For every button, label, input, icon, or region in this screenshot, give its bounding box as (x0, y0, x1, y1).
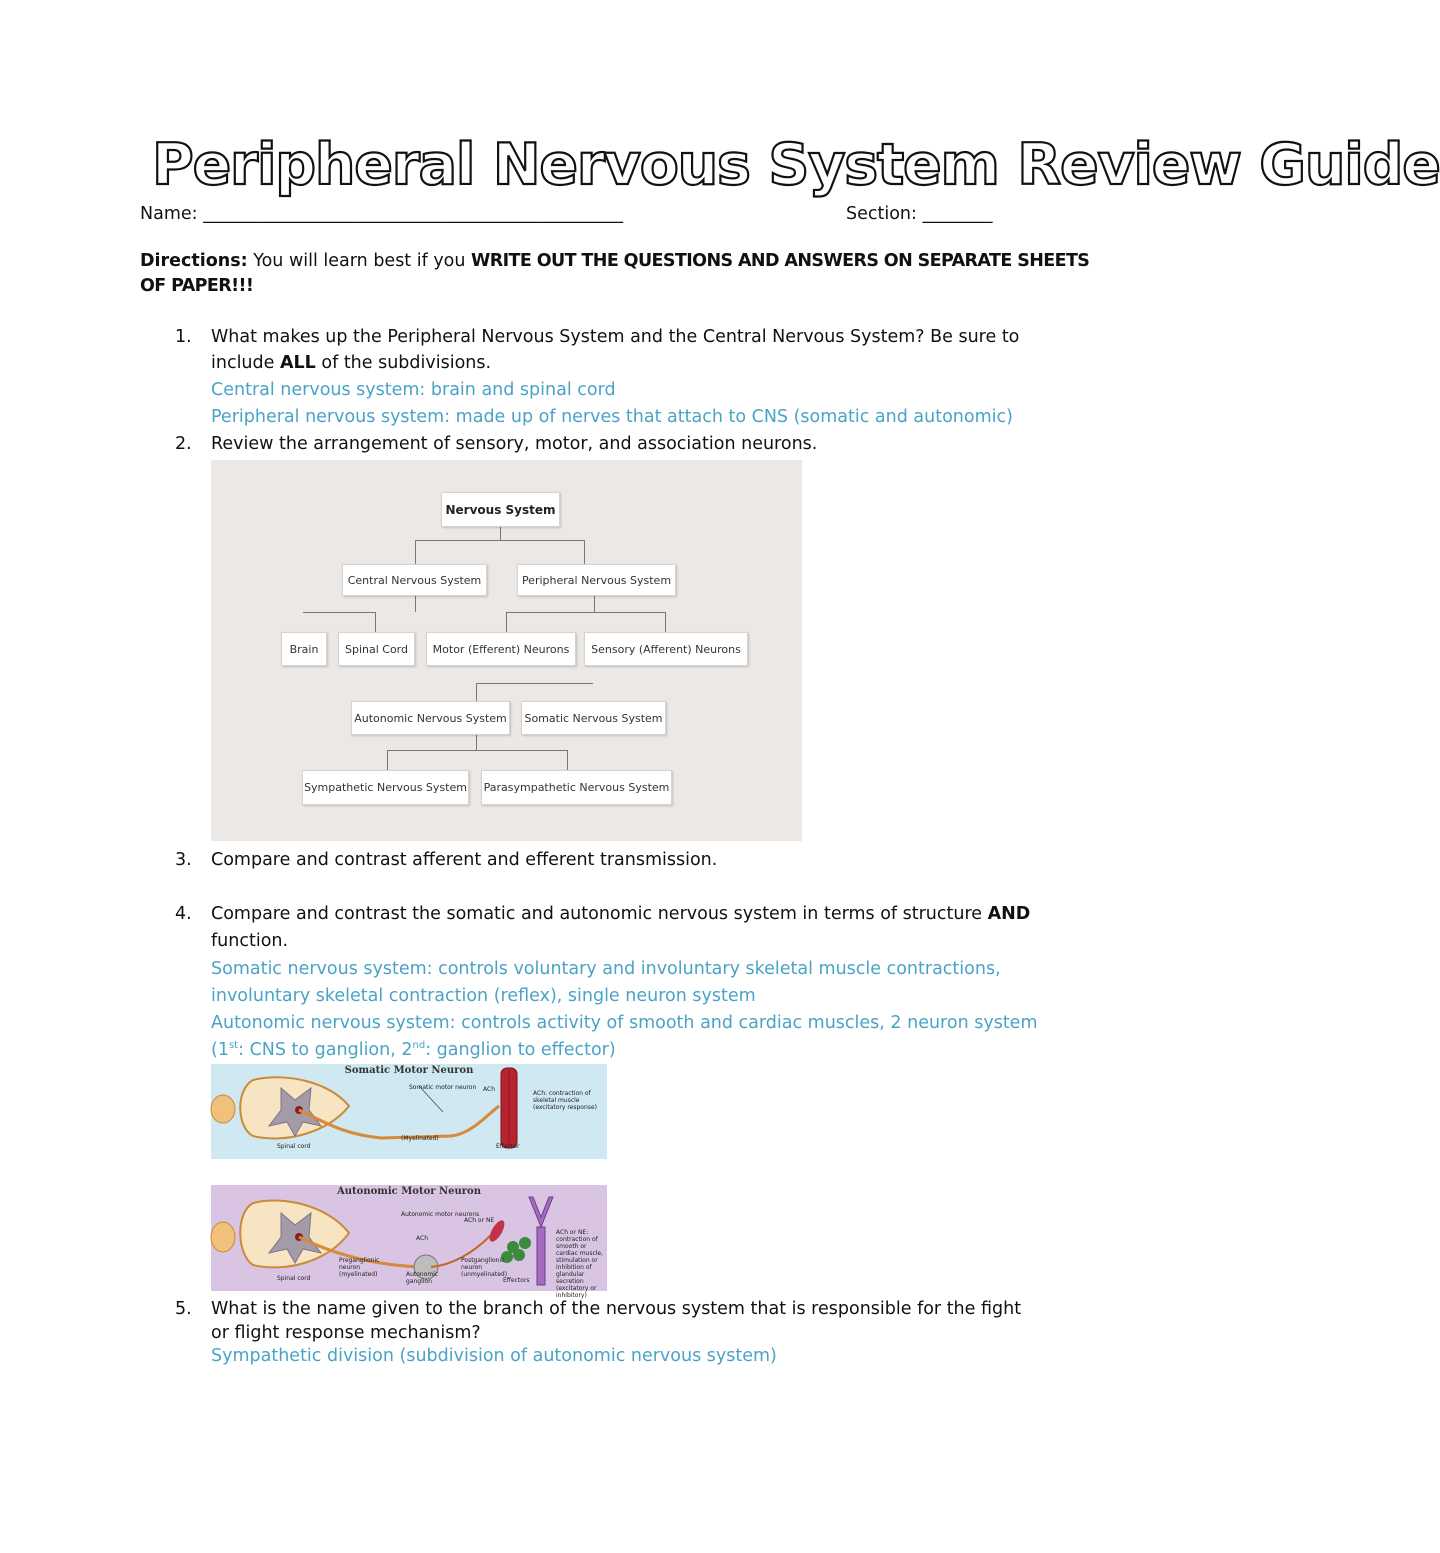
label-myelinated: (Myelinated) (401, 1135, 439, 1142)
connector-line (476, 683, 593, 684)
node-spinal-cord: Spinal Cord (338, 632, 415, 666)
connector-line (303, 612, 376, 613)
label-autonomic-neurons: Autonomic motor neurons (401, 1211, 480, 1218)
node-somatic-nervous-system: Somatic Nervous System (521, 701, 666, 735)
label-preganglionic: Preganglionic neuron (myelinated) (339, 1257, 380, 1278)
question-number: 2. (175, 434, 192, 454)
connector-line (476, 733, 477, 750)
connector-line (567, 750, 568, 770)
section-field-label: Section: ________ (846, 204, 993, 224)
answer-4-line-3: Autonomic nervous system: controls activity of smooth and cardiac muscles, 2 neuron system (211, 1013, 1038, 1033)
name-field-label: Name: ________________________________________________ (140, 204, 624, 224)
figure-title: Autonomic Motor Neuron (337, 1186, 481, 1197)
directions-label: Directions: (140, 251, 248, 271)
question-1-line-2 (211, 353, 491, 373)
question-4-line-1 (211, 904, 1030, 924)
question-1-emphasis: ALL (279, 353, 316, 373)
node-sympathetic-nervous-system: Sympathetic Nervous System (302, 770, 469, 805)
label-effect: ACh or NE: contraction of smooth or cardiac muscle, stimulation or inhibition of glandular secretion (excitatory or inhibitory) (556, 1229, 604, 1299)
connector-line (375, 612, 376, 632)
somatic-motor-neuron-figure (211, 1064, 607, 1159)
connector-line (584, 540, 585, 564)
answer-4-line-2: involuntary skeletal contraction (reflex), single neuron system (211, 986, 756, 1006)
label-effector: Effector (496, 1143, 520, 1150)
node-central-nervous-system: Central Nervous System (342, 564, 487, 596)
question-5-line-1: What is the name given to the branch of the nervous system that is responsible for the fight (211, 1299, 1022, 1319)
answer-4-line-1: Somatic nervous system: controls voluntary and involuntary skeletal muscle contractions, (211, 959, 1001, 979)
answer-text: (1 (211, 1040, 229, 1060)
node-parasympathetic-nervous-system: Parasympathetic Nervous System (481, 770, 672, 805)
node-autonomic-nervous-system: Autonomic Nervous System (351, 701, 510, 735)
node-motor-neurons: Motor (Efferent) Neurons (426, 632, 576, 666)
nervous-system-hierarchy-diagram (211, 460, 802, 841)
superscript: st (228, 1040, 239, 1052)
label-effectors: Effectors (503, 1277, 530, 1284)
question-5-line-2: or flight response mechanism? (211, 1323, 481, 1343)
connector-line (415, 540, 416, 564)
answer-text: : CNS to ganglion, 2 (238, 1040, 413, 1060)
directions-caps-2: OF PAPER!!! (140, 276, 254, 296)
connector-line (594, 594, 595, 612)
node-brain: Brain (281, 632, 327, 666)
question-number: 3. (175, 850, 192, 870)
answer-5-line-1: Sympathetic division (subdivision of autonomic nervous system) (211, 1346, 777, 1366)
directions-line-1 (140, 251, 1089, 271)
connector-line (387, 750, 567, 751)
connector-line (387, 750, 388, 770)
question-2-line-1: Review the arrangement of sensory, motor, and association neurons. (211, 434, 818, 454)
connector-line (415, 540, 585, 541)
connector-line (415, 594, 416, 612)
connector-line (500, 525, 501, 540)
label-spinal-cord: Spinal cord (277, 1143, 311, 1150)
label-spinal-cord: Spinal cord (277, 1275, 311, 1282)
question-1-line-1: What makes up the Peripheral Nervous System and the Central Nervous System? Be sure to (211, 327, 1020, 347)
label-ganglion: Autonomic ganglion (406, 1271, 439, 1285)
question-3-line-1: Compare and contrast afferent and efferent transmission. (211, 850, 718, 870)
connector-line (506, 612, 507, 632)
superscript: nd (412, 1040, 426, 1052)
page-title: Peripheral Nervous System Review Guide (152, 132, 1440, 198)
question-number: 1. (175, 327, 192, 347)
node-nervous-system: Nervous System (441, 492, 560, 527)
answer-text: : ganglion to effector) (425, 1040, 616, 1060)
question-number: 5. (175, 1299, 192, 1319)
answer-4-line-4 (211, 1040, 616, 1060)
connector-line (476, 683, 477, 701)
node-sensory-neurons: Sensory (Afferent) Neurons (584, 632, 748, 666)
somatic-neuron-illustration (211, 1064, 607, 1159)
question-1-text-end: of the subdivisions. (315, 353, 492, 373)
answer-1-line-2: Peripheral nervous system: made up of nerves that attach to CNS (somatic and autonomic) (211, 407, 1013, 427)
directions-caps-1: WRITE OUT THE QUESTIONS AND ANSWERS ON SEPARATE SHEETS (471, 251, 1090, 271)
label-effect: ACh: contraction of skeletal muscle (excitatory response) (533, 1090, 597, 1111)
question-4-text: Compare and contrast the somatic and autonomic nervous system in terms of structure (211, 904, 988, 924)
label-ach-or-ne: ACh or NE (464, 1217, 495, 1224)
node-peripheral-nervous-system: Peripheral Nervous System (517, 564, 676, 596)
directions-text: You will learn best if you (247, 251, 472, 271)
label-postganglionic: Postganglionic neuron (unmyelinated) (461, 1257, 508, 1278)
question-1-text: include (211, 353, 280, 373)
question-4-emphasis: AND (987, 904, 1031, 924)
question-number: 4. (175, 904, 192, 924)
label-somatic-neuron: Somatic motor neuron (409, 1084, 477, 1091)
label-ach: ACh (483, 1086, 495, 1093)
question-4-line-2: function. (211, 931, 289, 951)
autonomic-motor-neuron-figure (211, 1185, 607, 1299)
label-ach: ACh (416, 1235, 428, 1242)
figure-title: Somatic Motor Neuron (344, 1065, 474, 1076)
connector-line (506, 612, 666, 613)
connector-line (665, 612, 666, 632)
answer-1-line-1: Central nervous system: brain and spinal cord (211, 380, 616, 400)
